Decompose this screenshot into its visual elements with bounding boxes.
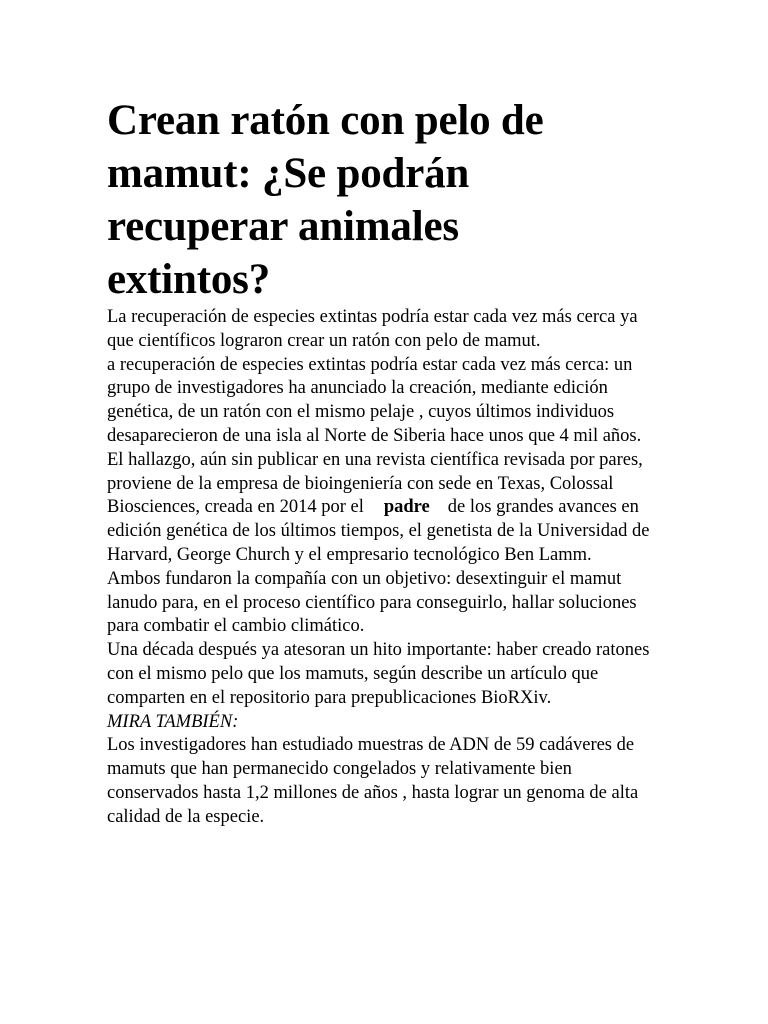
paragraph-2-text-after: de los grandes avances en edición genética de los últimos tiempos, el genetista de la Universidad de Harvard, George Church y el empresario tecnológico Ben Lamm.	[107, 497, 650, 565]
article	[107, 94, 667, 830]
paragraph-2-text-before: El hallazgo, aún sin publicar en una revista científica revisada por pares, proviene de la empresa de bioingeniería con sede en Texas, Colossal Biosciences, creada en 2014 por el	[107, 449, 643, 518]
article-title: Crean ratón con pelo de mamut: ¿Se podrán recuperar animales extintos?	[107, 97, 544, 303]
paragraph-4: Una década después ya atesoran un hito importante: haber creado ratones con el mismo pelo que los mamuts, según describe un artículo que comparten en el repositorio para prepublicaciones BioRXiv.	[107, 640, 650, 708]
article-lead: La recuperación de especies extintas podría estar cada vez más cerca ya que científicos lograron crear un ratón con pelo de mamut.	[107, 307, 638, 351]
article-body	[107, 306, 667, 830]
highlighted-word: padre	[383, 497, 430, 518]
paragraph-5: Los investigadores han estudiado muestras de ADN de 59 cadáveres de mamuts que han permanecido congelados y relativamente bien conservados hasta 1,2 millones de años , hasta lograr un genoma de alta calidad de la especie.	[107, 735, 639, 827]
paragraph-1: a recuperación de especies extintas podría estar cada vez más cerca: un grupo de investigadores ha anunciado la creación, mediante edición genética, de un ratón con el mismo pelaje , cuyos últimos individuos desaparecieron de una isla al Norte de Siberia hace unos que 4 mil años.	[107, 354, 642, 446]
see-also-label: MIRA TAMBIÉN:	[107, 711, 239, 732]
paragraph-3: Ambos fundaron la compañía con un objetivo: desextinguir el mamut lanudo para, en el proceso científico para conseguirlo, hallar soluciones para combatir el cambio climático.	[107, 568, 637, 637]
paragraph-2	[107, 449, 667, 568]
